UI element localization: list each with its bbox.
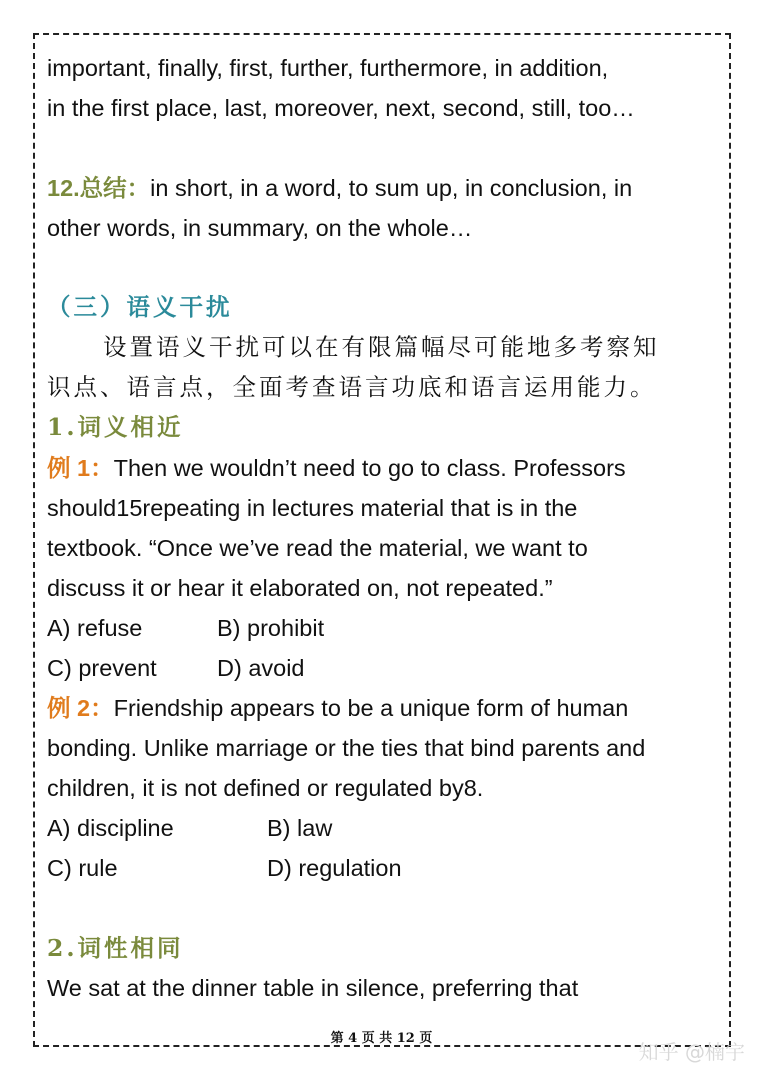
option-a: A) refuse xyxy=(47,615,143,641)
text-line: in the first place, last, moreover, next, second, still, too… xyxy=(47,95,635,121)
text-line: bonding. Unlike marriage or the ties that bind parents and xyxy=(47,735,646,761)
option-d: D) avoid xyxy=(217,655,305,681)
text-line: We sat at the dinner table in silence, preferring that xyxy=(47,975,579,1001)
intro-line: 设置语义干扰可以在有限篇幅尽可能地多考察知 xyxy=(103,333,660,361)
option-d: D) regulation xyxy=(267,855,402,881)
text-line: children, it is not defined or regulated by8. xyxy=(47,775,484,801)
option-c: C) prevent xyxy=(47,655,157,681)
summary-paragraph xyxy=(47,168,632,208)
text-line: textbook. “Once we’ve read the material, we want to xyxy=(47,535,588,561)
section-heading: （三）语义干扰 xyxy=(47,293,233,321)
summary-label: 12.总结： xyxy=(47,175,151,201)
example-text: Friendship appears to be a unique form of human xyxy=(113,695,629,721)
example-label: 例 1： xyxy=(47,455,114,481)
text-line: should15repeating in lectures material that is in the xyxy=(47,495,578,521)
text-line: other words, in summary, on the whole… xyxy=(47,215,473,241)
option-b: B) prohibit xyxy=(217,615,325,641)
watermark: 知乎 @楠宇 xyxy=(638,1040,745,1064)
intro-line: 识点、语言点，全面考查语言功底和语言运用能力。 xyxy=(47,373,657,401)
option-b: B) law xyxy=(267,815,333,841)
example-label: 例 2： xyxy=(47,695,114,721)
text-line: important, finally, first, further, furthermore, in addition, xyxy=(47,55,609,81)
option-a: A) discipline xyxy=(47,815,174,841)
summary-text: in short, in a word, to sum up, in conclusion, in xyxy=(150,175,633,201)
option-c: C) rule xyxy=(47,855,118,881)
page-number: 第 4 页 共 12 页 xyxy=(330,1031,433,1046)
example-2 xyxy=(47,688,628,728)
subheading-synonym: 1.词义相近 xyxy=(47,413,184,441)
example-1 xyxy=(47,448,626,488)
example-text: Then we wouldn’t need to go to class. Professors xyxy=(113,455,626,481)
text-line: discuss it or hear it elaborated on, not repeated.” xyxy=(47,575,553,601)
subheading-same-pos: 2.词性相同 xyxy=(47,934,184,962)
